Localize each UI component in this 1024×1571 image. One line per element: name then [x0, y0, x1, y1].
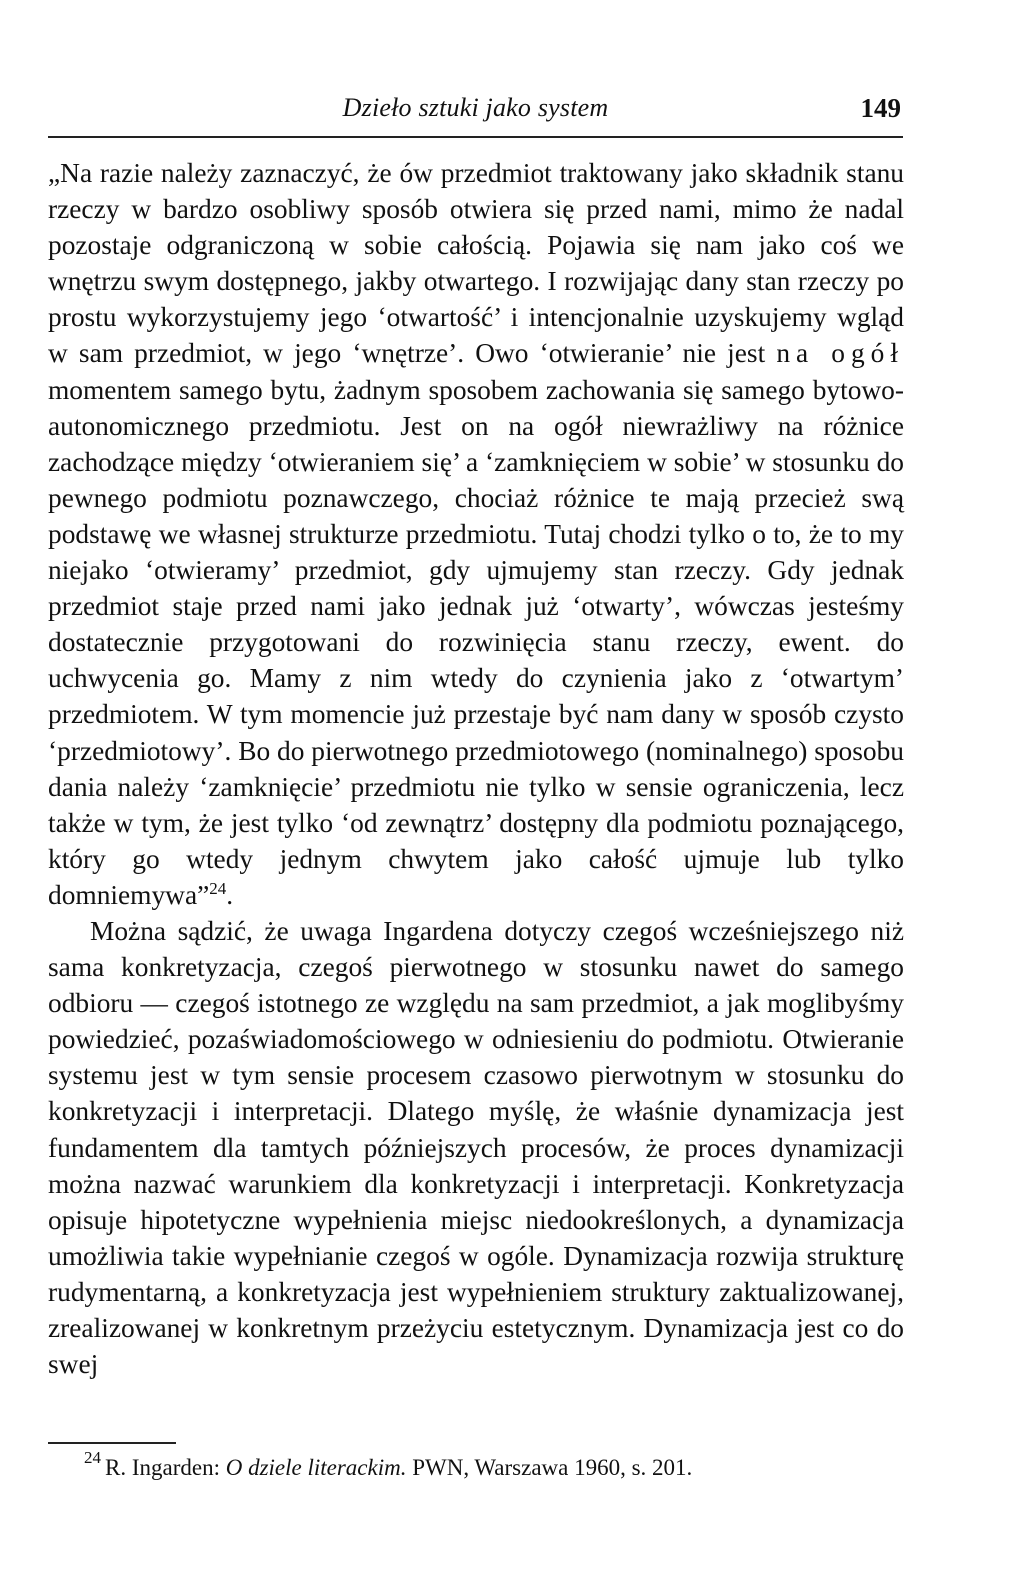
running-head: [48, 88, 903, 132]
footnote-rule: [48, 1442, 176, 1444]
footnote: [84, 1448, 904, 1484]
running-title: Dzieło sztuki jako system: [342, 93, 609, 122]
paragraph-quotation: [48, 155, 904, 913]
page-number: 149: [860, 93, 901, 123]
header-rule: [48, 136, 903, 138]
footnote-number: 24: [84, 1448, 101, 1467]
footnote-reference[interactable]: 24: [209, 878, 227, 898]
quotation-text-part-2: momentem samego bytu, żadnym sposobem zachowania się samego bytowo-autonomicznego przedmiotu. Jest on na ogół niewrażliwy na różnice zachodzące między ‘otwieraniem się’ a ‘zamknięciem w sobie’ w stosunku do pewnego podmiotu poznawczego, chociaż różnice te mają przecież swą podstawę we własnej strukturze przedmiotu. Tutaj chodzi tylko o to, że to my niejako ‘otwieramy’ przedmiot, gdy ujmujemy stan rzeczy. Gdy jednak przedmiot staje przed nami jako jednak już ‘otwarty’, wówczas jesteśmy dostatecznie przygotowani do rozwinięcia stanu rzeczy, ewent. do uchwycenia go. Mamy z nim wtedy do czynienia jako z ‘otwartym’ przedmiotem. W tym momencie już przestaje być nam dany w sposób czysto ‘przedmiotowy’. Bo do pierwotnego przedmiotowego (nominalnego) sposobu dania należy ‘zamknięcie’ przedmiotu nie tylko w sensie ograniczenia, lecz także w tym, że jest tylko ‘od zewnątrz’ dostępny dla podmiotu poznającego, który go wtedy jednym chwytem jako całość ujmuje lub tylko domniemywa”: [48, 374, 904, 910]
footnote-author: R. Ingarden:: [105, 1455, 226, 1480]
paragraph-commentary: Można sądzić, że uwaga Ingardena dotyczy czegoś wcześniejszego niż sama konkretyzacja, czegoś pierwotnego w stosunku nawet do samego odbioru — czegoś istotnego ze względu na sam przedmiot, a jak moglibyśmy powiedzieć, pozaświadomościowego w odniesieniu do podmiotu. Otwieranie systemu jest w tym sensie procesem czasowo pierwotnym w stosunku do konkretyzacji i interpretacji. Dlatego myślę, że właśnie dynamizacja jest fundamentem dla tamtych późniejszych procesów, że proces dynamizacji można nazwać warunkiem dla konkretyzacji i interpretacji. Konkretyzacja opisuje hipotetyczne wypełnienia miejsc niedookreślonych, a dynamizacja umożliwia takie wypełnianie czegoś w ogóle. Dynamizacja rozwija strukturę rudymentarną, a konkretyzacja jest wypełnieniem struktury zaktualizowanej, zrealizowanej w konkretnym przeżyciu estetycznym. Dynamizacja jest co do swej: [48, 915, 904, 1380]
spaced-emphasis: na ogół: [776, 338, 904, 369]
quotation-end: .: [226, 879, 234, 910]
footnote-title: O dziele literackim.: [225, 1455, 407, 1480]
quotation-text-part-1: „Na razie należy zaznaczyć, że ów przedmiot traktowany jako składnik stanu rzeczy w bardzo osobliwy sposób otwiera się przed nami, mimo że nadal pozostaje odgraniczoną w sobie całością. Pojawia się nam jako coś we wnętrzu swym dostępnego, jakby otwartego. I rozwijając dany stan rzeczy po prostu wykorzystujemy jego ‘otwartość’ i intencjonalnie uzyskujemy wgląd w sam przedmiot, w jego ‘wnętrze’. Owo ‘otwieranie’ nie jest: [48, 158, 904, 369]
footnote-publication: PWN, Warszawa 1960, s. 201.: [406, 1455, 693, 1480]
body-text: [48, 155, 904, 1382]
